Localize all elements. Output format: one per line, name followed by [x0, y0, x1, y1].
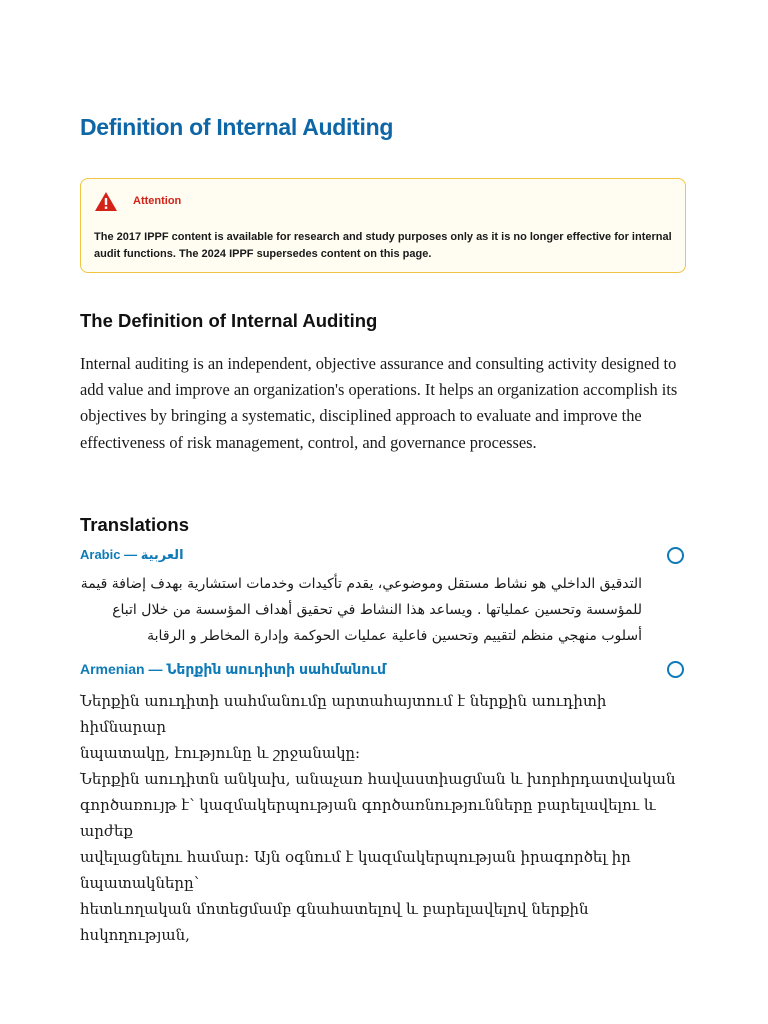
attention-alert: [80, 178, 686, 273]
translation-label-arabic[interactable]: Arabic — العربية: [80, 547, 184, 562]
translation-label-armenian[interactable]: Armenian — Ներքին աուդիտի սահմանում: [80, 661, 386, 677]
warning-triangle-icon: [94, 191, 118, 212]
translation-text-armenian: [80, 688, 680, 948]
expand-arabic-toggle[interactable]: [667, 547, 684, 564]
armenian-line: գործառույթ է՝ կազմակերպության գործառնությունները բարելավելու և արժեք: [80, 796, 656, 840]
definition-heading: The Definition of Internal Auditing: [80, 310, 378, 331]
page-title: Definition of Internal Auditing: [80, 114, 394, 140]
expand-armenian-toggle[interactable]: [667, 661, 684, 678]
armenian-line: ավելացնելու համար: Այն օգնում է կազմակերպության իրագործել իր նպատակները՝: [80, 848, 631, 892]
armenian-line: Ներքին աուդիտն անկախ, անաչառ հավաստիացման և խորհրդատվական: [80, 770, 676, 788]
definition-text: Internal auditing is an independent, objective assurance and consulting activity designed to add value and improve an organization's operations. It helps an organization accomplish its objectives by bringing a systematic, disciplined approach to evaluate and improve the effectiveness of risk management, control, and governance processes.: [80, 354, 678, 452]
alert-message: The 2017 IPPF content is available for research and study purposes only as it is no longer effective for internal audit functions. The 2024 IPPF supersedes content on this page.: [94, 231, 672, 260]
translations-heading: Translations: [80, 514, 189, 535]
armenian-line: նպատակը, էությունը և շրջանակը:: [80, 744, 361, 762]
armenian-line: հետևողական մոտեցմամբ գնահատելով և բարելավելով ներքին հսկողության,: [80, 900, 589, 944]
alert-title: Attention: [133, 195, 182, 207]
armenian-line: Ներքին աուդիտի սահմանումը արտահայտում է ներքին աուդիտի հիմնարար: [80, 692, 607, 736]
translation-text-arabic: التدقيق الداخلي هو نشاط مستقل وموضوعي، يقدم تأكيدات وخدمات استشارية بهدف إضافة قيمة للمؤسسة وتحسين عملياتها . ويساعد هذا النشاط في تحقيق أهداف المؤسسة من خلال اتباع أسلوب منهجي منظم لتقييم وتحسين فاعلية عمليات الحوكمة وإدارة المخاطر و الرقابة: [80, 576, 642, 644]
